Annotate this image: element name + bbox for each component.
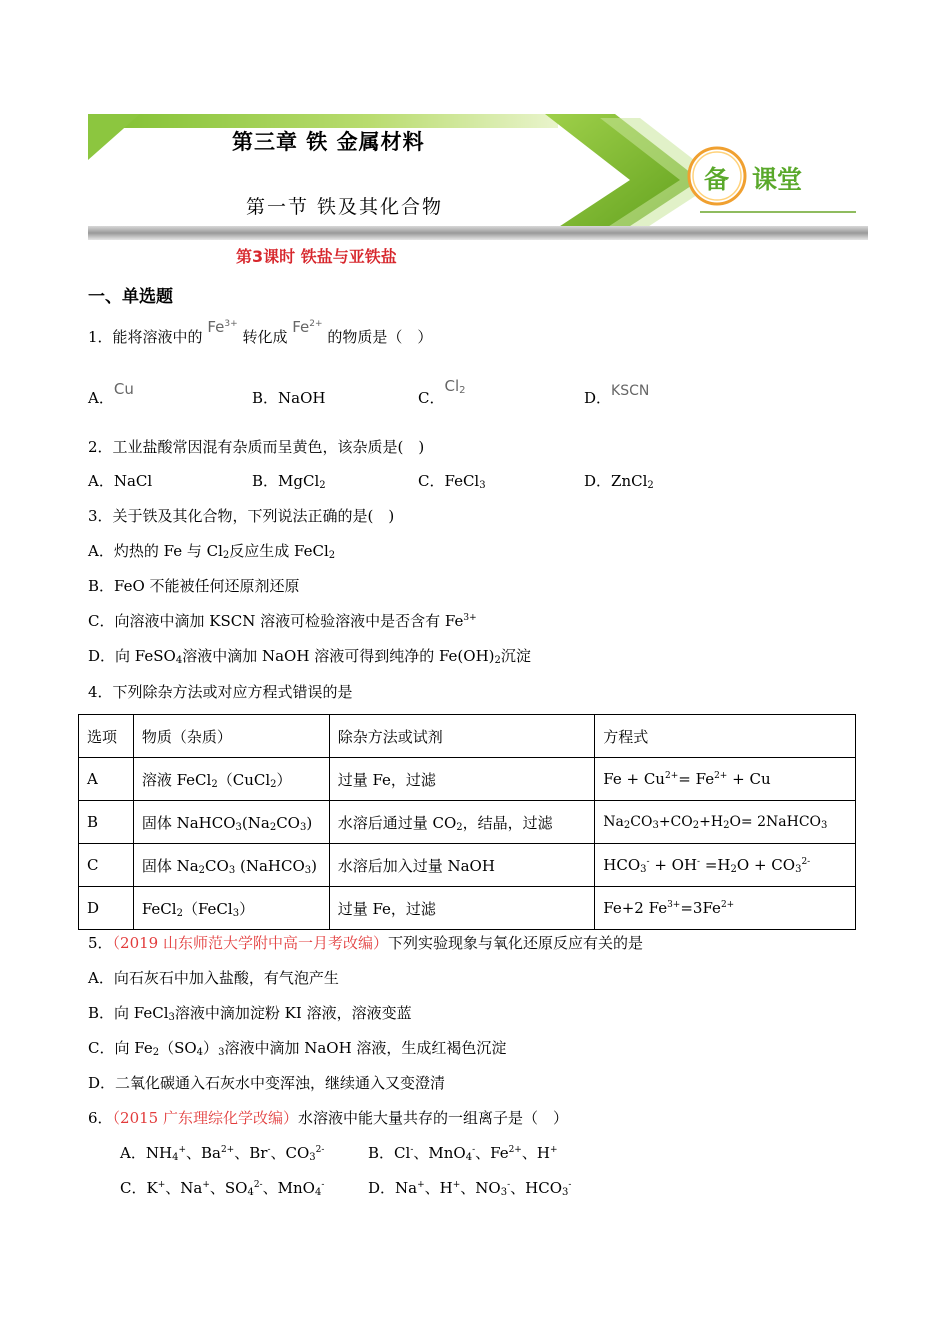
row-option: D [79, 887, 134, 930]
q5-source: （2019 山东师范大学附中高一月考改编） [112, 934, 388, 952]
row-equation: $HCO_3^- + OH^- =H_2O + CO_3^{2-}$ [595, 844, 856, 887]
q3-option-a: A．灼热的 Fe 与 $Cl_2$反应生成 FeCl$_2$ [88, 542, 336, 561]
table-header-row [79, 715, 856, 758]
row-option: C [79, 844, 134, 887]
row-method: 过量 Fe，过滤 [329, 758, 595, 801]
q5-option-b: B．向 FeCl$_3$溶液中滴加淀粉 KI 溶液，溶液变蓝 [88, 1004, 412, 1023]
q4-table [78, 714, 856, 930]
q3-option-b: B．FeO 不能被任何还原剂还原 [88, 577, 300, 595]
q1-fe3-formula: $Fe^{3+}$ [207, 318, 238, 336]
q6-option-c: C．K+、Na+、$SO_4^{2-}$、MnO$_4$- [120, 1179, 325, 1198]
row-substance: FeCl$_2$（FeCl$_3$） [133, 887, 329, 930]
q6-option-b: B．Cl-、MnO$_4$-、$Fe^{2+}$、H+ [368, 1144, 558, 1163]
banner-left-triangle [88, 114, 140, 160]
q1-option-c: C．$Cl_2$ [418, 377, 466, 407]
part-title: 一、单选题 [88, 287, 173, 307]
table-row [79, 844, 856, 887]
table-row [79, 758, 856, 801]
q3-option-d: D．向 FeSO$_4$溶液中滴加 NaOH 溶液可得到纯净的 $Fe(OH)_2$沉淀 [88, 647, 531, 666]
row-method: 水溶后加入过量 NaOH [329, 844, 595, 887]
q6-option-a: A．$NH_4^+$、$Ba^{2+}$、Br-、$CO_3^{2-}$ [120, 1144, 325, 1163]
chapter-title: 第三章 铁 金属材料 [232, 130, 425, 154]
q1-option-a: A．Cu [88, 380, 134, 407]
row-substance: 溶液 FeCl$_2$（CuCl$_2$） [133, 758, 329, 801]
q2-option-b: B．MgCl$_2$ [252, 472, 326, 491]
table-header-cell: 除杂方法或试剂 [329, 715, 595, 758]
q6-source: （2015 广东理综化学改编） [112, 1109, 298, 1127]
q2-option-c: C．FeCl$_3$ [418, 472, 486, 491]
q5-stem: 5．（2019 山东师范大学附中高一月考改编）下列实验现象与氧化还原反应有关的是 [88, 934, 644, 952]
q2-option-d: D．ZnCl$_2$ [584, 472, 654, 491]
section-title: 第一节 铁及其化合物 [246, 196, 444, 218]
row-equation: Fe+2 $Fe^{3+}=3Fe^{2+}$ [595, 887, 856, 930]
header-banner [0, 0, 950, 250]
q6-stem: 6．（2015 广东理综化学改编）水溶液中能大量共存的一组离子是（ ） [88, 1109, 569, 1127]
banner-bottom-bar [88, 226, 868, 240]
row-substance: 固体 $Na_2CO_3$ (NaHCO$_3$) [133, 844, 329, 887]
q5-option-a: A．向石灰石中加入盐酸，有气泡产生 [88, 969, 339, 987]
table-row [79, 801, 856, 844]
row-method: 水溶后通过量 $CO_2$，结晶，过滤 [329, 801, 595, 844]
row-method: 过量 Fe，过滤 [329, 887, 595, 930]
q2-option-a: A．NaCl [88, 472, 153, 490]
q3-stem: 3．关于铁及其化合物，下列说法正确的是( ) [88, 507, 395, 525]
row-substance: 固体 $NaHCO_3(Na_2CO_3)$ [133, 801, 329, 844]
table-header-cell: 物质（杂质） [133, 715, 329, 758]
row-option: B [79, 801, 134, 844]
q5-option-d: D．二氧化碳通入石灰水中变浑浊，继续通入又变澄清 [88, 1074, 446, 1092]
row-option: A [79, 758, 134, 801]
brand-char-1: 备 [704, 165, 730, 194]
q1-option-b: B．NaOH [252, 389, 326, 407]
q1-fe2-formula: $Fe^{2+}$ [292, 318, 323, 336]
lesson-title: 第3课时 铁盐与亚铁盐 [236, 247, 397, 266]
q5-option-c: C．向 $Fe_2(SO_4)_3$溶液中滴加 NaOH 溶液，生成红褐色沉淀 [88, 1039, 507, 1058]
brand-char-2: 课堂 [752, 165, 803, 194]
q2-stem: 2．工业盐酸常因混有杂质而呈黄色，该杂质是( ) [88, 438, 425, 456]
q1-stem: 1．能将溶液中的 $Fe^{3+}$ 转化成 $Fe^{2+}$ 的物质是（ ） [88, 318, 433, 346]
q3-option-c: C．向溶液中滴加 KSCN 溶液可检验溶液中是否含有 $Fe^{3+}$ [88, 612, 477, 630]
q6-option-d: D．Na+、H+、$NO_3^-$、$HCO_3^-$ [368, 1179, 572, 1198]
row-equation: $Na_2CO_3+CO_2+H_2O=$ 2NaHCO$_3$ [595, 801, 856, 844]
row-equation: $Fe + Cu^{2+}= Fe^{2+} + Cu$ [595, 758, 856, 801]
table-header-cell: 方程式 [595, 715, 856, 758]
q1-option-d: D．KSCN [584, 383, 650, 407]
table-row [79, 887, 856, 930]
table-header-cell: 选项 [79, 715, 134, 758]
q4-stem: 4．下列除杂方法或对应方程式错误的是 [88, 683, 353, 701]
